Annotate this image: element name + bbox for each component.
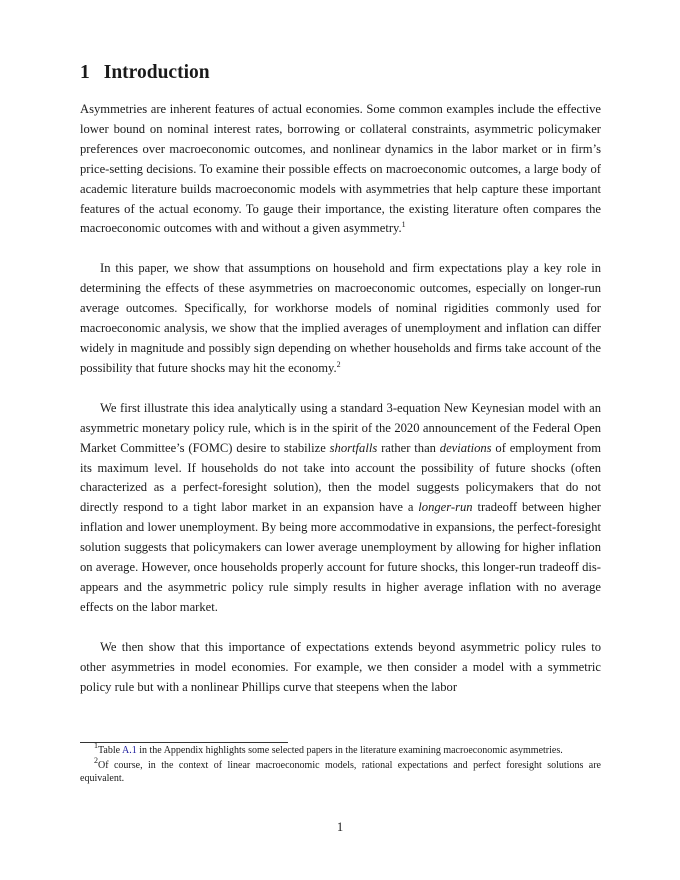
- paragraph-text: Asymmetries are inherent features of actual economies. Some common examples include the effective lower bound on nominal interest rates, borrowing or collateral constraints, asymmetric policymaker preferences over macroeconomic outcomes, and nonlinear dynamics in the labor market or in firm’s price-setting decisions. To examine their possible effects on macroeconomic outcomes, a large body of academic literature builds macroeconomic models with asymmetries that help capture these important features of the actual economy. To gauge their importance, the existing literature often compares the macroeconomic outcomes with and without a given asymmetry.: [80, 102, 601, 236]
- footnote-text: in the Appendix highlights some selected papers in the literature examining macroeconomic asymmetries.: [136, 745, 563, 756]
- paragraph-text: We first illustrate this idea analytically using a standard 3-equation New Keynesian model with an asymmetric monetary policy rule, which is in the spirit of the 2020 announcement of the Federal Open Market Committee’s (FOMC) desire to stabilize: [80, 400, 601, 455]
- appendix-table-link[interactable]: A.1: [122, 745, 137, 756]
- footnote-text: Table: [98, 745, 123, 756]
- emphasis-text: shortfalls: [329, 440, 378, 455]
- paragraph: [80, 399, 601, 618]
- paragraph-text: rather than: [377, 440, 440, 455]
- paragraph-text: of employment from its maximum level. If households do not take into account the possibility of future shocks (often characterized as a perfect-foresight solution), then the model suggests policymakers that do not directly respond to a tight labor market in an expansion have a: [80, 440, 601, 515]
- paragraph-text: We then show that this importance of expectations extends beyond asymmetric policy rules to other asymmetries in model economies. For example, we then consider a model with a symmetric policy rule but with a nonlinear Phillips curve that steepens when the labor: [80, 639, 601, 694]
- paragraph-text: In this paper, we show that assumptions on household and firm expectations play a key role in determining the effects of these asymmetries on macroeconomic outcomes, especially on longer-run average outcomes. Specifically, for workhorse models of nominal rigidities commonly used for macroeconomic analysis, we show that the implied averages of unemployment and inflation can differ widely in magnitude and possibly sign depending on whether households and firms take account of the possibility that future shocks may hit the economy.: [80, 261, 601, 375]
- section-title: Introduction: [103, 62, 210, 83]
- footnote-text: Of course, in the context of linear macroeconomic models, rational expectations and perfect foresight solutions are equivalent.: [80, 760, 601, 784]
- page-number: 1: [336, 820, 344, 834]
- paragraph: [80, 100, 601, 239]
- section-heading: [80, 62, 210, 84]
- footnote: [80, 756, 601, 785]
- footnote-mark[interactable]: 2: [336, 359, 341, 369]
- emphasis-text: deviations: [439, 440, 492, 455]
- footnote-mark[interactable]: 1: [401, 220, 406, 230]
- footnote-number: 2: [94, 756, 98, 765]
- footnote: [80, 741, 601, 757]
- paragraph-text: tradeoff between higher inflation and lower unemployment. By being more accommodative in expansions, the perfect-foresight solution suggests that policymakers can lower average unemployment by allowing for higher inflation on average. However, once households properly account for future shocks, this longer-run tradeoff disappears and the asymmetric policy rule simply results in higher average inflation with no average effects on the labor market.: [80, 500, 601, 614]
- emphasis-text: longer-run: [418, 500, 473, 515]
- section-number: 1: [80, 62, 90, 83]
- footnote-rule: [80, 742, 288, 743]
- paragraph: [80, 259, 601, 378]
- paragraph: [80, 638, 601, 698]
- body-text: [80, 100, 601, 717]
- footnote-number: 1: [94, 741, 98, 750]
- footnotes: [80, 741, 601, 787]
